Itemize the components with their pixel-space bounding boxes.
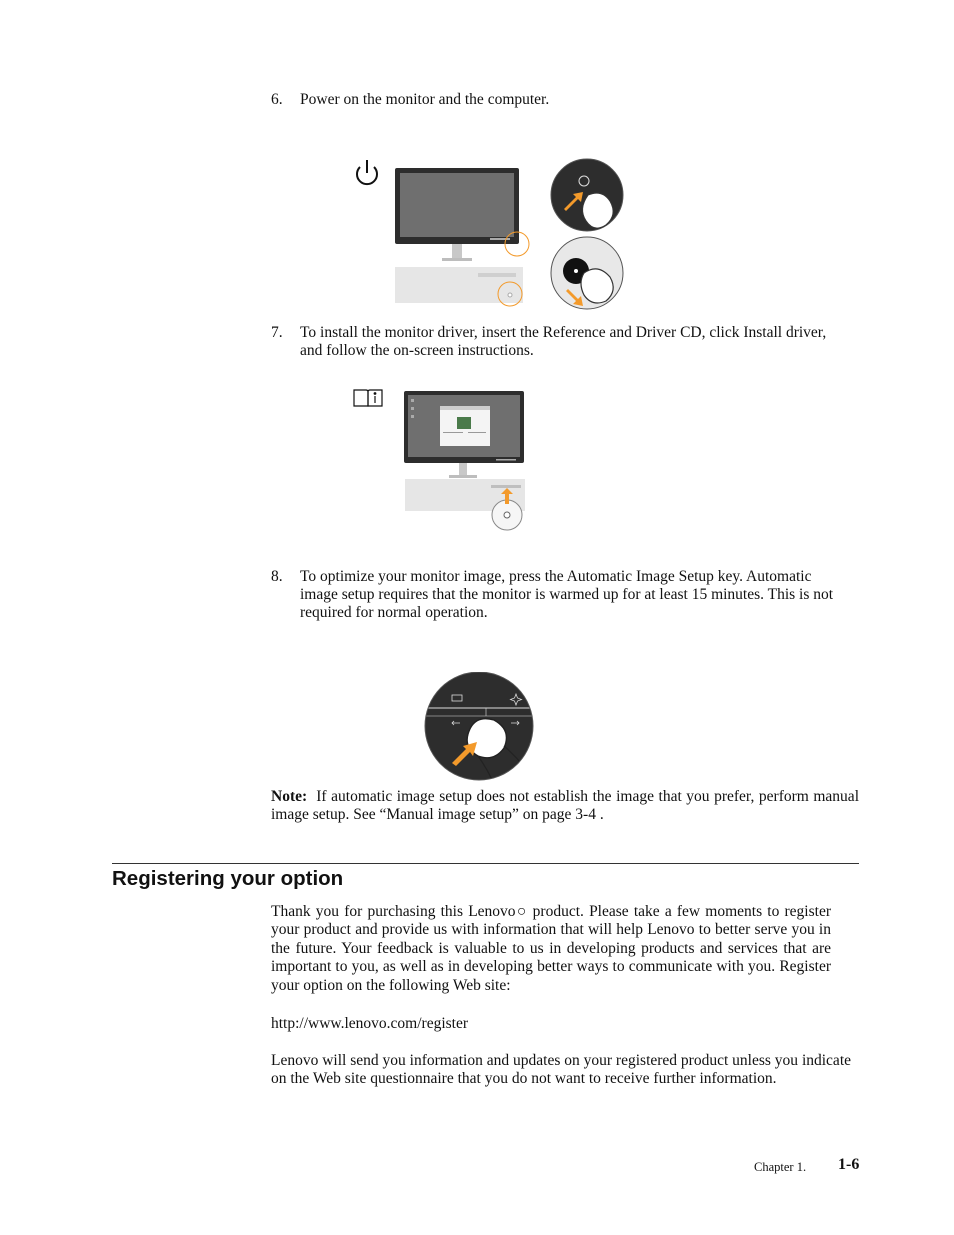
section-heading: Registering your option <box>112 867 344 890</box>
updates-paragraph: Lenovo will send you information and updates on your registered product unless you indicate on the Web site questionnaire that you do not want to receive further information. <box>271 1052 851 1088</box>
auto-setup-figure <box>420 672 540 782</box>
note <box>271 788 859 825</box>
monitor-illustration <box>395 168 529 306</box>
driver-install-figure <box>350 384 540 532</box>
footer-chapter: Chapter 1. <box>754 1160 807 1174</box>
registration-url[interactable]: http://www.lenovo.com/register <box>271 1015 469 1032</box>
note-label: Note: <box>271 788 308 805</box>
step-number: 7. <box>271 324 283 341</box>
monitor-illustration <box>404 391 525 530</box>
note-text: If automatic image setup does not establish the image that you prefer, perform manual image setup. See “Manual image setup” on page 3-4 . <box>271 788 859 824</box>
step-8 <box>271 568 871 628</box>
section-divider <box>112 863 859 864</box>
button-closeup-top <box>551 159 623 231</box>
step-text: Power on the monitor and the computer. <box>300 91 550 108</box>
power-icon <box>357 160 377 184</box>
page-number: 1-6 <box>838 1156 860 1173</box>
power-on-figure <box>350 155 630 313</box>
step-number: 8. <box>271 568 283 585</box>
step-text: To install the monitor driver, insert the Reference and Driver CD, click Install driver, and follow the on-screen instructions. <box>300 324 827 359</box>
registration-paragraph: Thank you for purchasing this Lenovo○ product. Please take a few moments to register your product and provide us with information that will help Lenovo to better serve you in the future. Your feedback is valuable to us in developing products and services that are important to you, as well as in developing better ways to communicate with you. Register your option on the following Web site: <box>271 903 831 994</box>
button-closeup-bottom <box>551 237 623 309</box>
book-info-icon <box>354 390 382 406</box>
step-7 <box>271 324 871 364</box>
step-text: To optimize your monitor image, press the Automatic Image Setup key. Automatic image setup requires that the monitor is warmed up for at least 15 minutes. This is not required for normal operation. <box>300 568 834 621</box>
step-6 <box>271 91 871 111</box>
step-number: 6. <box>271 91 283 108</box>
